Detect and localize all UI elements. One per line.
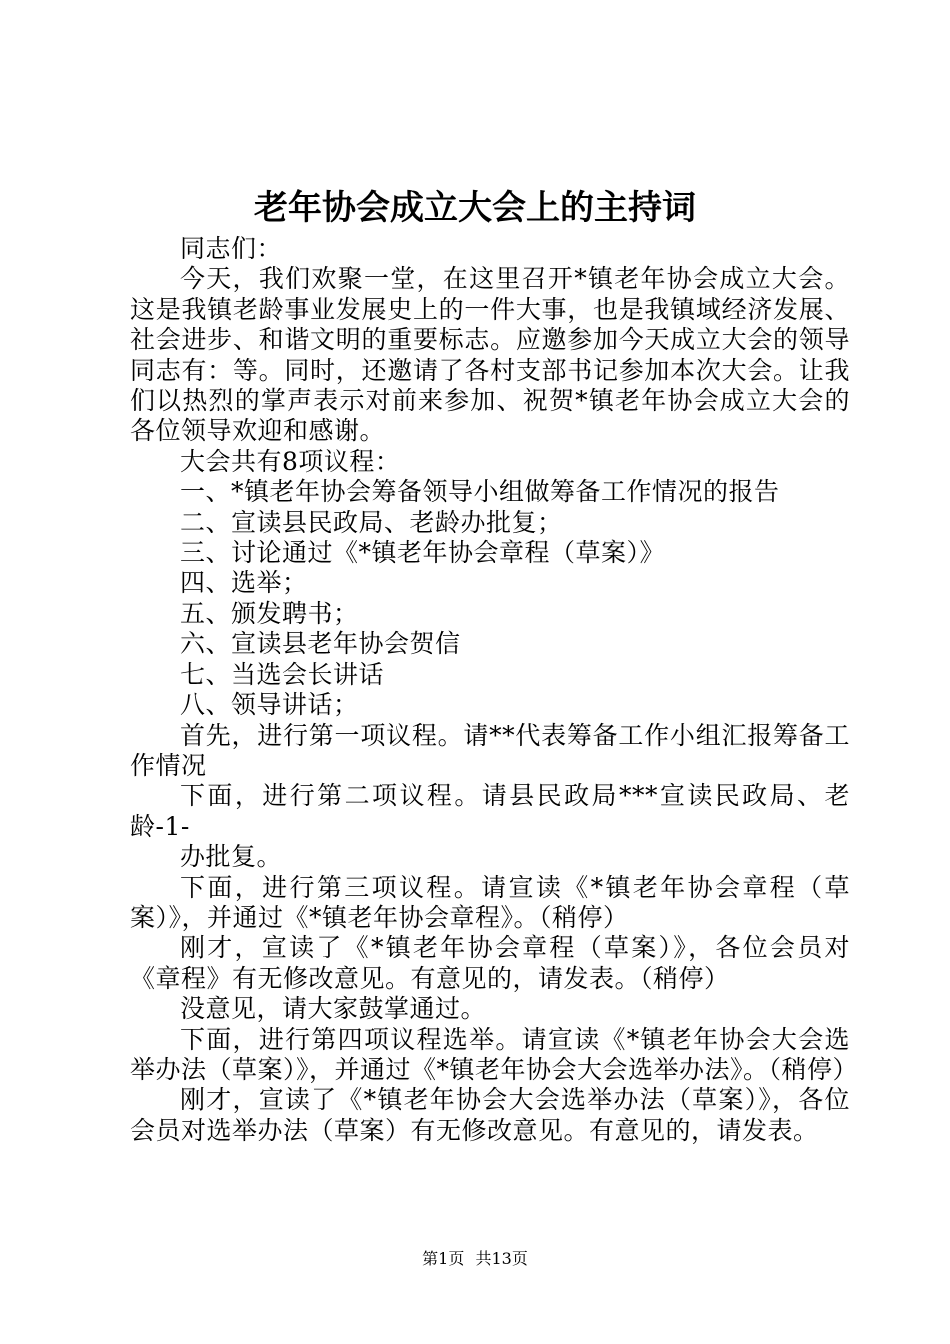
- paragraph: 下面，进行第二项议程。请县民政局***宣读民政局、老龄-1-: [130, 781, 850, 841]
- document-body: [130, 234, 859, 1146]
- paragraph: 下面，进行第四项议程选举。请宣读《*镇老年协会大会选举办法（草案）》，并通过《*镇老年协会大会选举办法》。（稍停）: [130, 1024, 859, 1084]
- agenda-item: 六、宣读县老年协会贺信: [180, 629, 461, 659]
- paragraph: 同志们：: [180, 234, 283, 263]
- agenda-item: 一、*镇老年协会筹备领导小组做筹备工作情况的报告: [180, 477, 780, 507]
- paragraph: 大会共有8项议程：: [180, 446, 401, 476]
- document-title: 老年协会成立大会上的主持词: [254, 188, 696, 228]
- paragraph: 下面，进行第三项议程。请宣读《*镇老年协会章程（草案）》，并通过《*镇老年协会章程》。（稍停）: [130, 872, 850, 932]
- agenda-item: 七、当选会长讲话: [180, 659, 385, 689]
- page-total: 共13页: [475, 1249, 528, 1268]
- agenda-item: 三、讨论通过《*镇老年协会章程（草案）》: [180, 538, 666, 568]
- paragraph: 刚才，宣读了《*镇老年协会章程（草案）》，各位会员对《章程》有无修改意见。有意见的，请发表。（稍停）: [130, 933, 850, 993]
- paragraph: 刚才，宣读了《*镇老年协会大会选举办法（草案）》，各位会员对选举办法（草案）有无修改意见。有意见的，请发表。: [130, 1085, 850, 1145]
- paragraph: 首先，进行第一项议程。请**代表筹备工作小组汇报筹备工作情况: [130, 720, 850, 780]
- agenda-item: 五、颁发聘书；: [180, 598, 359, 628]
- page-number: 第1页: [422, 1249, 465, 1268]
- paragraph: 今天，我们欢聚一堂，在这里召开*镇老年协会成立大会。这是我镇老龄事业发展史上的一件大事，也是我镇域经济发展、社会进步、和谐文明的重要标志。应邀参加今天成立大会的领导同志有：等。同时，还邀请了各村支部书记参加本次大会。让我们以热烈的掌声表示对前来参加、祝贺*镇老年协会成立大会的各位领导欢迎和感谢。: [130, 264, 850, 446]
- agenda-item: 二、宣读县民政局、老龄办批复；: [180, 507, 563, 537]
- page-footer: [0, 1248, 950, 1270]
- agenda-item: 八、领导讲话；: [180, 690, 359, 720]
- paragraph: 没意见，请大家鼓掌通过。: [180, 994, 487, 1024]
- agenda-item: 四、选举；: [180, 568, 308, 598]
- paragraph: 办批复。: [180, 842, 283, 872]
